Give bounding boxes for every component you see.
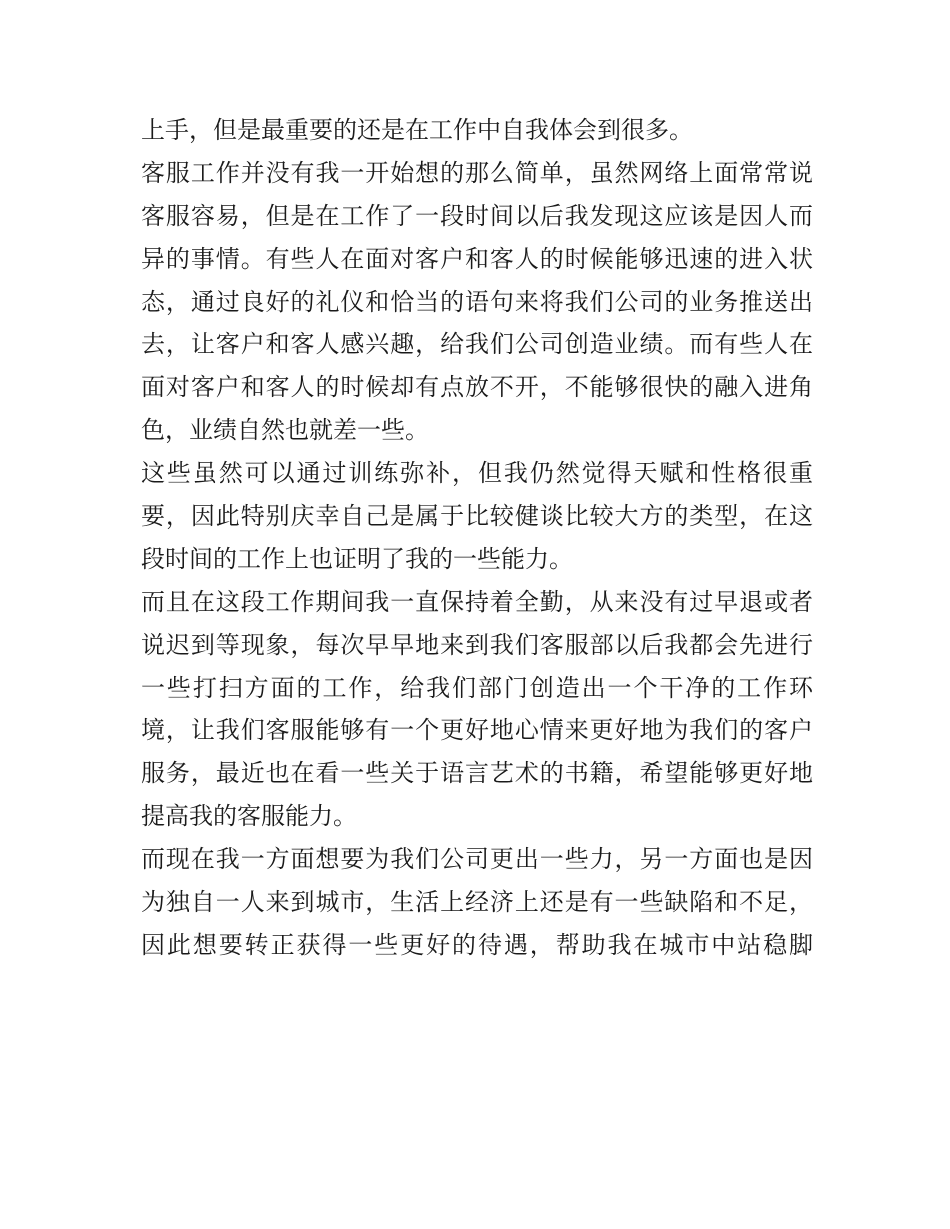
text-line: 色，业绩自然也就差一些。 bbox=[141, 416, 429, 445]
text-line: 态，通过良好的礼仪和恰当的语句来将我们公司的业务推送出 bbox=[141, 287, 813, 316]
text-line: 上手，但是最重要的还是在工作中自我体会到很多。 bbox=[141, 116, 693, 144]
text-line: 这些虽然可以通过训练弥补，但我仍然觉得天赋和性格很重 bbox=[141, 459, 813, 488]
text-line: 因此想要转正获得一些更好的待遇，帮助我在城市中站稳脚 bbox=[141, 930, 813, 959]
body-text bbox=[141, 109, 813, 967]
text-line: 要，因此特别庆幸自己是属于比较健谈比较大方的类型，在这 bbox=[141, 502, 813, 531]
text-line: 为独自一人来到城市，生活上经济上还是有一些缺陷和不足， bbox=[141, 888, 813, 917]
text-line: 段时间的工作上也证明了我的一些能力。 bbox=[141, 544, 573, 573]
text-line: 境，让我们客服能够有一个更好地心情来更好地为我们的客户 bbox=[141, 716, 813, 745]
text-line: 服务，最近也在看一些关于语言艺术的书籍，希望能够更好地 bbox=[141, 759, 813, 788]
text-line: 客服工作并没有我一开始想的那么简单，虽然网络上面常常说 bbox=[141, 158, 813, 187]
text-line: 而现在我一方面想要为我们公司更出一些力，另一方面也是因 bbox=[141, 845, 813, 874]
text-line: 客服容易，但是在工作了一段时间以后我发现这应该是因人而 bbox=[141, 201, 813, 230]
text-line: 一些打扫方面的工作，给我们部门创造出一个干净的工作环 bbox=[141, 673, 813, 702]
text-line: 而且在这段工作期间我一直保持着全勤，从来没有过早退或者 bbox=[141, 587, 813, 616]
text-line: 面对客户和客人的时候却有点放不开，不能够很快的融入进角 bbox=[141, 373, 813, 402]
text-line: 异的事情。有些人在面对客户和客人的时候能够迅速的进入状 bbox=[141, 244, 813, 273]
text-line: 说迟到等现象，每次早早地来到我们客服部以后我都会先进行 bbox=[141, 630, 813, 659]
text-line: 去，让客户和客人感兴趣，给我们公司创造业绩。而有些人在 bbox=[141, 330, 813, 359]
text-line: 提高我的客服能力。 bbox=[141, 802, 357, 831]
